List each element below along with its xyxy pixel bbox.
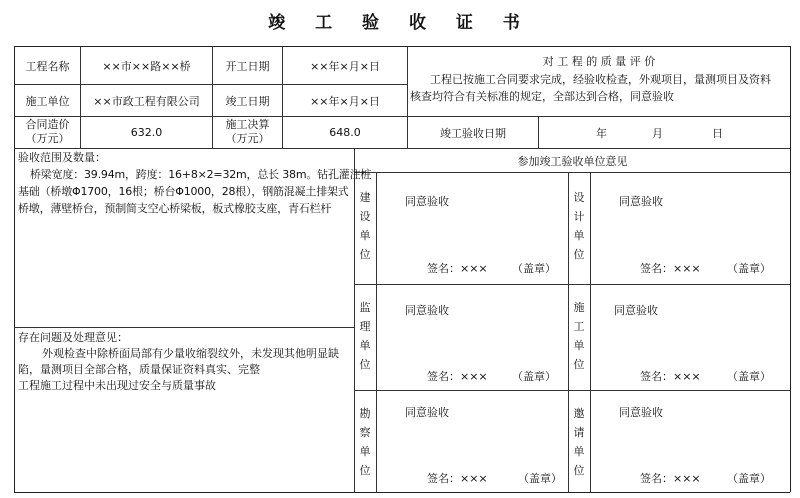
project-name-label: 工程名称 [25, 59, 70, 73]
unit-name-construction: 建设单位 [359, 191, 371, 261]
evaluation-text-line2: 核查均符合有关标准的规定，全部达到合格，同意验收 [410, 90, 674, 103]
unit-seal-supervision: （盖章） [512, 370, 556, 383]
unit-opinion-supervision: 同意验收 [405, 304, 449, 317]
unit-seal-invited: （盖章） [727, 472, 771, 485]
unit-name-supervision: 监理单位 [359, 301, 371, 371]
evaluation-text-line1: 工程已按施工合同要求完成，经验收检查，外观项目，量测项目及资料 [430, 73, 771, 86]
scope-line1: 桥梁宽度：39.94m，跨度：16+8×2=32m，总长 38m。钻孔灌注桩 [30, 168, 372, 181]
project-name-value: ××市××路××桥 [102, 59, 191, 73]
unit-seal-design: （盖章） [727, 262, 771, 275]
contractor-value: ××市政工程有限公司 [93, 94, 200, 108]
contract-price-cell [15, 117, 80, 148]
acceptance-year: 年 [596, 126, 607, 140]
unit-opinion-invited: 同意验收 [619, 406, 663, 419]
scope-line3: 桥墩，薄壁桥台，预制简支空心桥梁板，板式橡胶支座，青石栏杆 [18, 202, 332, 215]
final-account-unit: （万元） [225, 132, 270, 145]
unit-sign-invited: 签名：××× [640, 472, 701, 485]
contract-price-value: 632.0 [130, 126, 163, 139]
start-date-label: 开工日期 [225, 59, 270, 73]
unit-opinion-contractor: 同意验收 [614, 304, 658, 317]
evaluation-heading: 对 工 程 的 质 量 评 价 [542, 55, 656, 68]
contract-price-unit: （万元） [25, 132, 70, 145]
unit-sign-design: 签名：××× [640, 262, 701, 275]
contractor-label: 施工单位 [25, 94, 70, 108]
issues-line2: 陷，量测项目全部合格，质量保证资料真实、完整 [18, 363, 260, 376]
final-account-label: 施工决算 [225, 118, 270, 131]
unit-sign-construction: 签名：××× [427, 262, 488, 275]
completion-date-value: ××年×月×日 [310, 94, 380, 108]
unit-name-design: 设计单位 [573, 191, 585, 261]
unit-seal-construction: （盖章） [512, 262, 556, 275]
opinions-heading: 参加竣工验收单位意见 [517, 154, 628, 168]
unit-opinion-construction: 同意验收 [405, 195, 449, 208]
acceptance-date-label: 竣工验收日期 [440, 126, 506, 140]
issues-line1: 外观检查中除桥面局部有少量收缩裂纹外，未发现其他明显缺 [42, 347, 339, 360]
acceptance-month: 月 [652, 126, 663, 140]
unit-sign-survey: 签名：××× [427, 472, 488, 485]
contract-price-label: 合同造价 [25, 118, 70, 131]
issues-heading: 存在问题及处理意见： [18, 331, 128, 344]
final-account-value: 648.0 [329, 126, 361, 139]
scope-heading: 验收范围及数量： [18, 151, 106, 164]
unit-name-invited: 邀请单位 [573, 407, 585, 477]
acceptance-day: 日 [712, 126, 723, 140]
unit-seal-contractor: （盖章） [727, 370, 771, 383]
final-account-cell [213, 117, 282, 148]
unit-opinion-design: 同意验收 [619, 195, 663, 208]
certificate-title: 竣 工 验 收 证 书 [268, 13, 532, 33]
unit-sign-supervision: 签名：××× [427, 370, 488, 383]
unit-opinion-survey: 同意验收 [405, 406, 449, 419]
unit-sign-contractor: 签名：××× [640, 370, 701, 383]
unit-name-contractor: 施工单位 [573, 301, 585, 371]
unit-seal-survey: （盖章） [518, 472, 562, 485]
start-date-value: ××年×月×日 [310, 59, 380, 73]
completion-date-label: 竣工日期 [225, 94, 270, 108]
unit-name-survey: 勘察单位 [359, 407, 371, 477]
scope-line2: 基础（桥墩Φ1700，16根；桥台Φ1000，28根），钢筋混凝土排架式 [18, 185, 349, 198]
issues-line3: 工程施工过程中未出现过安全与质量事故 [18, 379, 216, 392]
